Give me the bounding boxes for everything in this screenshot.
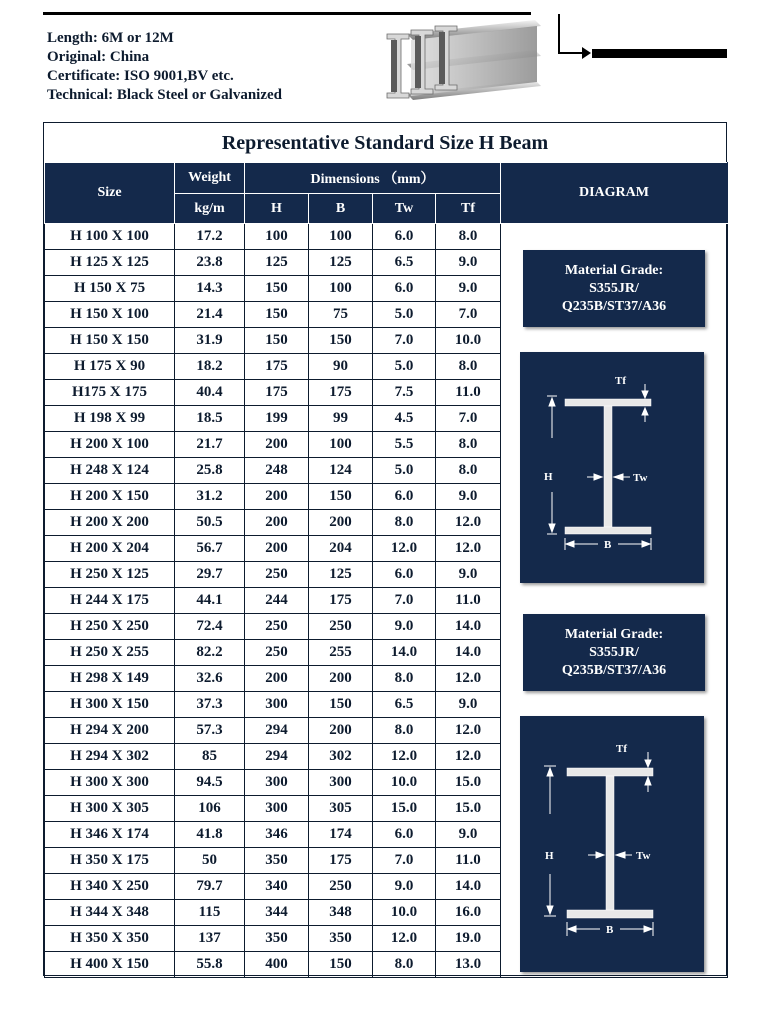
- grade-value-1: S355JR/: [589, 280, 639, 296]
- cell-h: 200: [245, 510, 309, 536]
- cell-h: 200: [245, 536, 309, 562]
- cell-size: H 150 X 100: [45, 302, 175, 328]
- cell-h: 350: [245, 848, 309, 874]
- cell-weight: 94.5: [175, 770, 245, 796]
- cell-b: 174: [309, 822, 373, 848]
- cell-h: 125: [245, 250, 309, 276]
- h-beam-diagram: [520, 716, 704, 972]
- cell-weight: 31.2: [175, 484, 245, 510]
- cell-weight: 37.3: [175, 692, 245, 718]
- cell-tf: 7.0: [436, 406, 501, 432]
- cell-tf: 14.0: [436, 640, 501, 666]
- cell-b: 348: [309, 900, 373, 926]
- thick-black-bar: [592, 49, 727, 58]
- material-grade-panel: [523, 614, 705, 691]
- cell-size: H 150 X 75: [45, 276, 175, 302]
- cell-tw: 9.0: [373, 874, 436, 900]
- arrow-connector-vertical: [558, 14, 560, 54]
- cell-tf: 13.0: [436, 952, 501, 978]
- cell-tw: 6.0: [373, 484, 436, 510]
- cell-tw: 9.0: [373, 614, 436, 640]
- cell-tf: 11.0: [436, 380, 501, 406]
- cell-weight: 31.9: [175, 328, 245, 354]
- cell-b: 124: [309, 458, 373, 484]
- cell-weight: 14.3: [175, 276, 245, 302]
- cell-tw: 7.0: [373, 848, 436, 874]
- grade-label: Material Grade:: [564, 262, 664, 278]
- cell-tf: 8.0: [436, 224, 501, 250]
- cell-weight: 44.1: [175, 588, 245, 614]
- cell-tw: 12.0: [373, 744, 436, 770]
- cell-tf: 15.0: [436, 796, 501, 822]
- cell-tf: 9.0: [436, 562, 501, 588]
- arrow-connector-horizontal: [558, 52, 584, 54]
- cell-weight: 40.4: [175, 380, 245, 406]
- cell-b: 150: [309, 328, 373, 354]
- cell-size: H 340 X 250: [45, 874, 175, 900]
- cell-h: 150: [245, 276, 309, 302]
- material-grade-panel: [523, 250, 705, 327]
- cell-weight: 56.7: [175, 536, 245, 562]
- cell-h: 294: [245, 718, 309, 744]
- cell-tf: 9.0: [436, 822, 501, 848]
- cell-size: H 250 X 250: [45, 614, 175, 640]
- cell-weight: 21.7: [175, 432, 245, 458]
- cell-h: 346: [245, 822, 309, 848]
- cell-tw: 14.0: [373, 640, 436, 666]
- cell-weight: 57.3: [175, 718, 245, 744]
- cell-b: 255: [309, 640, 373, 666]
- grade-label: Material Grade:: [564, 626, 664, 642]
- arrow-head-icon: [582, 47, 591, 59]
- cell-b: 200: [309, 718, 373, 744]
- cell-size: H 300 X 150: [45, 692, 175, 718]
- cell-h: 175: [245, 354, 309, 380]
- cell-tf: 12.0: [436, 536, 501, 562]
- cell-size: H 344 X 348: [45, 900, 175, 926]
- cell-tf: 8.0: [436, 458, 501, 484]
- cell-size: H 294 X 200: [45, 718, 175, 744]
- cell-size: H 200 X 200: [45, 510, 175, 536]
- cell-b: 305: [309, 796, 373, 822]
- cell-size: H 175 X 90: [45, 354, 175, 380]
- cell-size: H 350 X 350: [45, 926, 175, 952]
- cell-tw: 8.0: [373, 718, 436, 744]
- diagram-label-h: H: [545, 850, 554, 862]
- cell-tw: 5.0: [373, 302, 436, 328]
- cell-weight: 79.7: [175, 874, 245, 900]
- cell-b: 125: [309, 250, 373, 276]
- table-row: [45, 224, 728, 250]
- cell-b: 250: [309, 614, 373, 640]
- cell-weight: 18.2: [175, 354, 245, 380]
- header-dimensions: Dimensions （mm）: [245, 163, 501, 194]
- cell-h: 294: [245, 744, 309, 770]
- diagram-label-b: B: [604, 539, 612, 551]
- cell-h: 150: [245, 328, 309, 354]
- cell-tw: 7.0: [373, 588, 436, 614]
- cell-size: H 400 X 150: [45, 952, 175, 978]
- cell-b: 150: [309, 484, 373, 510]
- cell-size: H 298 X 149: [45, 666, 175, 692]
- cell-tw: 15.0: [373, 796, 436, 822]
- cell-size: H 200 X 204: [45, 536, 175, 562]
- diagram-label-tw: Tw: [633, 472, 648, 484]
- diagram-label-tf: Tf: [616, 743, 627, 755]
- cell-b: 200: [309, 666, 373, 692]
- cell-size: H 346 X 174: [45, 822, 175, 848]
- cell-weight: 82.2: [175, 640, 245, 666]
- cell-weight: 55.8: [175, 952, 245, 978]
- cell-tf: 9.0: [436, 250, 501, 276]
- cell-weight: 23.8: [175, 250, 245, 276]
- cell-tw: 5.0: [373, 354, 436, 380]
- cell-h: 244: [245, 588, 309, 614]
- grade-value-1: S355JR/: [589, 644, 639, 660]
- cell-b: 175: [309, 380, 373, 406]
- cell-h: 200: [245, 432, 309, 458]
- cell-size: H 350 X 175: [45, 848, 175, 874]
- cell-tf: 7.0: [436, 302, 501, 328]
- cell-tf: 9.0: [436, 276, 501, 302]
- cell-tw: 7.0: [373, 328, 436, 354]
- cell-h: 248: [245, 458, 309, 484]
- spec-certificate: Certificate: ISO 9001,BV etc.: [47, 68, 234, 84]
- cell-h: 250: [245, 614, 309, 640]
- diagram-label-b: B: [606, 924, 614, 936]
- cell-tw: 5.0: [373, 458, 436, 484]
- cell-weight: 41.8: [175, 822, 245, 848]
- cell-weight: 85: [175, 744, 245, 770]
- cell-size: H 198 X 99: [45, 406, 175, 432]
- cell-b: 200: [309, 510, 373, 536]
- grade-value-2: Q235B/ST37/A36: [561, 662, 667, 678]
- diagram-label-tw: Tw: [636, 850, 651, 862]
- cell-size: H 200 X 150: [45, 484, 175, 510]
- cell-h: 350: [245, 926, 309, 952]
- cell-size: H 294 X 302: [45, 744, 175, 770]
- diagram-label-h: H: [544, 471, 553, 483]
- cell-tw: 12.0: [373, 926, 436, 952]
- h-beam-diagram: [520, 352, 704, 583]
- cell-b: 100: [309, 276, 373, 302]
- cell-tf: 12.0: [436, 666, 501, 692]
- cell-tw: 10.0: [373, 770, 436, 796]
- cell-tf: 19.0: [436, 926, 501, 952]
- header-diagram: DIAGRAM: [501, 163, 728, 224]
- cell-b: 100: [309, 432, 373, 458]
- grade-value-2: Q235B/ST37/A36: [561, 298, 667, 314]
- spec-original: Original: China: [47, 49, 150, 65]
- cell-h: 250: [245, 640, 309, 666]
- cell-tf: 11.0: [436, 848, 501, 874]
- cell-tw: 8.0: [373, 952, 436, 978]
- cell-b: 302: [309, 744, 373, 770]
- cell-weight: 50: [175, 848, 245, 874]
- cell-tw: 5.5: [373, 432, 436, 458]
- cell-tf: 16.0: [436, 900, 501, 926]
- cell-tw: 6.5: [373, 250, 436, 276]
- cell-b: 250: [309, 874, 373, 900]
- cell-b: 204: [309, 536, 373, 562]
- cell-tf: 10.0: [436, 328, 501, 354]
- spec-technical: Technical: Black Steel or Galvanized: [47, 87, 282, 103]
- cell-size: H 250 X 255: [45, 640, 175, 666]
- cell-b: 150: [309, 692, 373, 718]
- cell-weight: 25.8: [175, 458, 245, 484]
- cell-size: H 244 X 175: [45, 588, 175, 614]
- top-rule: [43, 12, 531, 15]
- cell-size: H 248 X 124: [45, 458, 175, 484]
- cell-h: 300: [245, 770, 309, 796]
- cell-size: H 300 X 300: [45, 770, 175, 796]
- diagram-label-tf: Tf: [615, 375, 626, 387]
- cell-weight: 18.5: [175, 406, 245, 432]
- cell-weight: 115: [175, 900, 245, 926]
- cell-tf: 9.0: [436, 484, 501, 510]
- cell-h: 200: [245, 484, 309, 510]
- cell-weight: 72.4: [175, 614, 245, 640]
- cell-weight: 21.4: [175, 302, 245, 328]
- cell-weight: 32.6: [175, 666, 245, 692]
- cell-size: H 200 X 100: [45, 432, 175, 458]
- header-h: H: [245, 194, 309, 224]
- cell-weight: 50.5: [175, 510, 245, 536]
- cell-h: 300: [245, 692, 309, 718]
- cell-h: 150: [245, 302, 309, 328]
- cell-h: 250: [245, 562, 309, 588]
- cell-tf: 11.0: [436, 588, 501, 614]
- cell-size: H 150 X 150: [45, 328, 175, 354]
- header-b: B: [309, 194, 373, 224]
- cell-h: 199: [245, 406, 309, 432]
- header-tw: Tw: [373, 194, 436, 224]
- cell-tw: 12.0: [373, 536, 436, 562]
- cell-h: 200: [245, 666, 309, 692]
- cell-tf: 12.0: [436, 744, 501, 770]
- cell-tw: 6.0: [373, 562, 436, 588]
- steel-beams-image: [385, 20, 545, 112]
- cell-tf: 12.0: [436, 718, 501, 744]
- cell-size: H 100 X 100: [45, 224, 175, 250]
- product-specs: [47, 29, 282, 105]
- cell-b: 175: [309, 588, 373, 614]
- cell-tw: 6.0: [373, 276, 436, 302]
- cell-b: 99: [309, 406, 373, 432]
- cell-weight: 29.7: [175, 562, 245, 588]
- cell-tf: 8.0: [436, 354, 501, 380]
- cell-weight: 17.2: [175, 224, 245, 250]
- cell-weight: 137: [175, 926, 245, 952]
- cell-tw: 8.0: [373, 666, 436, 692]
- cell-h: 400: [245, 952, 309, 978]
- header-weight: Weight: [175, 163, 245, 194]
- cell-b: 175: [309, 848, 373, 874]
- cell-h: 175: [245, 380, 309, 406]
- cell-h: 100: [245, 224, 309, 250]
- cell-b: 350: [309, 926, 373, 952]
- cell-tw: 4.5: [373, 406, 436, 432]
- header-tf: Tf: [436, 194, 501, 224]
- cell-b: 75: [309, 302, 373, 328]
- cell-b: 90: [309, 354, 373, 380]
- header-size: Size: [45, 163, 175, 224]
- cell-size: H 300 X 305: [45, 796, 175, 822]
- cell-tf: 12.0: [436, 510, 501, 536]
- cell-b: 125: [309, 562, 373, 588]
- header-weight-unit: kg/m: [175, 194, 245, 224]
- cell-b: 150: [309, 952, 373, 978]
- cell-size: H 125 X 125: [45, 250, 175, 276]
- cell-tf: 14.0: [436, 874, 501, 900]
- cell-size: H175 X 175: [45, 380, 175, 406]
- cell-tw: 6.0: [373, 822, 436, 848]
- cell-tw: 6.5: [373, 692, 436, 718]
- cell-h: 344: [245, 900, 309, 926]
- cell-weight: 106: [175, 796, 245, 822]
- cell-tw: 6.0: [373, 224, 436, 250]
- cell-h: 300: [245, 796, 309, 822]
- cell-tf: 9.0: [436, 692, 501, 718]
- cell-h: 340: [245, 874, 309, 900]
- cell-tf: 15.0: [436, 770, 501, 796]
- cell-tf: 8.0: [436, 432, 501, 458]
- cell-b: 100: [309, 224, 373, 250]
- spec-length: Length: 6M or 12M: [47, 30, 174, 46]
- cell-tw: 8.0: [373, 510, 436, 536]
- cell-tw: 7.5: [373, 380, 436, 406]
- cell-b: 300: [309, 770, 373, 796]
- cell-tw: 10.0: [373, 900, 436, 926]
- cell-tf: 14.0: [436, 614, 501, 640]
- table-title: Representative Standard Size H Beam: [221, 132, 549, 154]
- cell-size: H 250 X 125: [45, 562, 175, 588]
